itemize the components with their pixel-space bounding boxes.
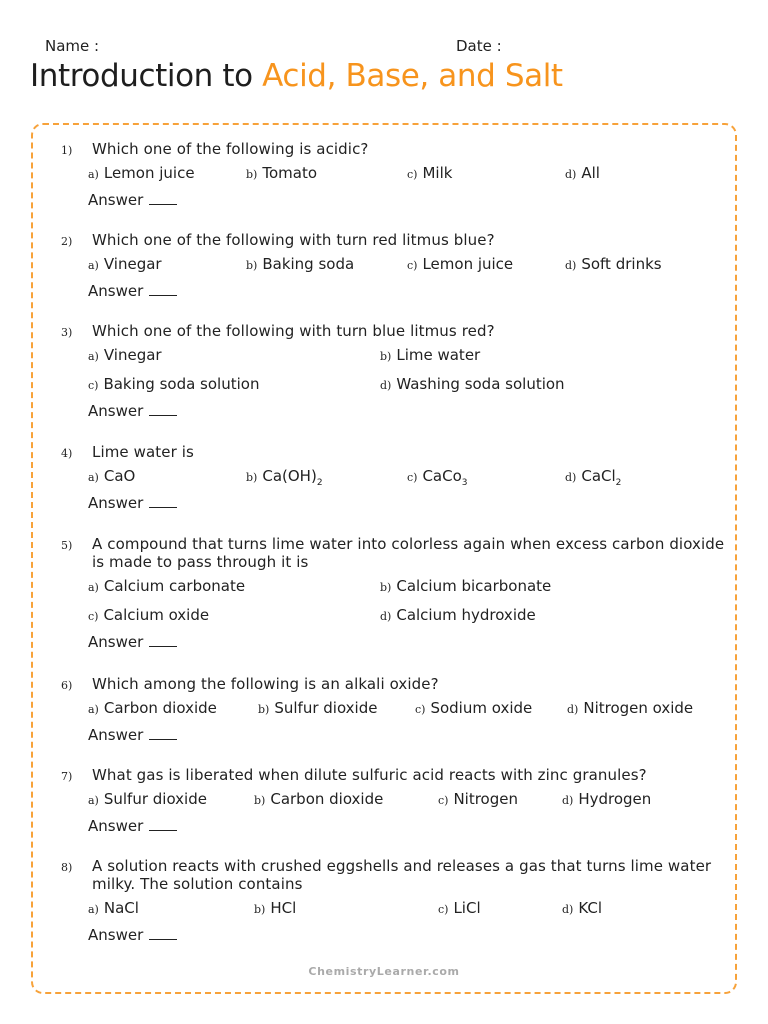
question-number: 4) bbox=[61, 447, 73, 460]
option[interactable] bbox=[415, 699, 532, 720]
question-number: 7) bbox=[61, 770, 73, 783]
option-text: Calcium bicarbonate bbox=[396, 577, 552, 595]
option-text: Baking soda bbox=[262, 255, 355, 273]
option-letter: c) bbox=[88, 610, 99, 623]
answer-label: Answer bbox=[88, 282, 144, 300]
option-letter: d) bbox=[562, 794, 574, 807]
option[interactable] bbox=[438, 790, 518, 811]
question-stem bbox=[57, 322, 737, 340]
name-label: Name : bbox=[45, 37, 100, 55]
option-letter: a) bbox=[88, 259, 99, 272]
answer-line bbox=[57, 191, 737, 209]
option[interactable] bbox=[567, 699, 693, 720]
question-text: Lime water is bbox=[92, 443, 194, 461]
option-text: All bbox=[581, 164, 600, 182]
question-number: 8) bbox=[61, 861, 73, 874]
option-text: Nitrogen bbox=[453, 790, 518, 808]
option-letter: a) bbox=[88, 581, 99, 594]
options-row bbox=[57, 369, 737, 398]
option-letter: b) bbox=[254, 794, 266, 807]
option-letter: b) bbox=[380, 581, 392, 594]
option-text: Calcium carbonate bbox=[103, 577, 246, 595]
answer-line bbox=[57, 726, 737, 744]
option-text: Lemon juice bbox=[103, 164, 195, 182]
footer-credit: ChemistryLearner.com bbox=[308, 965, 460, 978]
option-letter: d) bbox=[565, 168, 577, 181]
option-letter: c) bbox=[407, 471, 418, 484]
question-number: 6) bbox=[61, 679, 73, 692]
answer-label: Answer bbox=[88, 926, 144, 944]
option-letter: a) bbox=[88, 794, 99, 807]
question-number: 2) bbox=[61, 235, 73, 248]
option[interactable] bbox=[380, 375, 565, 396]
option[interactable] bbox=[562, 899, 602, 920]
option[interactable] bbox=[562, 790, 651, 811]
option-text: Washing soda solution bbox=[396, 375, 565, 393]
option-text: Vinegar bbox=[103, 346, 162, 364]
option-text: Sodium oxide bbox=[430, 699, 533, 717]
answer-blank[interactable] bbox=[149, 507, 177, 508]
option-letter: c) bbox=[415, 703, 426, 716]
option-text: KCl bbox=[578, 899, 603, 917]
option[interactable] bbox=[407, 467, 468, 488]
option-subscript: 3 bbox=[461, 478, 468, 488]
option-text: LiCl bbox=[453, 899, 481, 917]
option-letter: d) bbox=[565, 259, 577, 272]
question-stem bbox=[57, 535, 737, 571]
option-text: Baking soda solution bbox=[103, 375, 260, 393]
answer-line bbox=[57, 817, 737, 835]
option-letter: b) bbox=[246, 471, 258, 484]
question-stem bbox=[57, 675, 737, 693]
question-1 bbox=[57, 140, 737, 209]
page-title bbox=[30, 58, 563, 94]
options-row bbox=[57, 600, 737, 629]
option[interactable] bbox=[565, 467, 621, 488]
answer-line bbox=[57, 402, 737, 420]
question-text: Which among the following is an alkali oxide? bbox=[92, 675, 439, 693]
answer-line bbox=[57, 926, 737, 944]
option[interactable] bbox=[565, 255, 662, 276]
options-row bbox=[57, 571, 737, 600]
option-text: Nitrogen oxide bbox=[583, 699, 694, 717]
question-text: A solution reacts with crushed eggshells and releases a gas that turns lime water milky. The solution contains bbox=[92, 857, 712, 893]
question-text: What gas is liberated when dilute sulfuric acid reacts with zinc granules? bbox=[92, 766, 647, 784]
option-text: Sulfur dioxide bbox=[103, 790, 207, 808]
option-text: Carbon dioxide bbox=[270, 790, 384, 808]
answer-blank[interactable] bbox=[149, 415, 177, 416]
option-text: Lemon juice bbox=[422, 255, 514, 273]
option[interactable] bbox=[380, 606, 536, 627]
option[interactable] bbox=[88, 346, 162, 367]
option-letter: a) bbox=[88, 471, 99, 484]
option[interactable] bbox=[88, 467, 135, 488]
question-number: 5) bbox=[61, 539, 73, 552]
option-text: Hydrogen bbox=[578, 790, 652, 808]
option-letter: c) bbox=[407, 259, 418, 272]
question-3 bbox=[57, 322, 737, 420]
question-text: Which one of the following with turn red litmus blue? bbox=[92, 231, 495, 249]
answer-label: Answer bbox=[88, 726, 144, 744]
options-row bbox=[57, 461, 737, 490]
question-4 bbox=[57, 443, 737, 512]
option-letter: d) bbox=[562, 903, 574, 916]
answer-blank[interactable] bbox=[149, 646, 177, 647]
question-7 bbox=[57, 766, 737, 835]
title-part-2: Acid, Base, and Salt bbox=[262, 58, 563, 94]
options-row bbox=[57, 784, 737, 813]
option-text: HCl bbox=[270, 899, 297, 917]
option-letter: c) bbox=[438, 903, 449, 916]
option[interactable] bbox=[407, 164, 452, 185]
question-text: Which one of the following with turn blue litmus red? bbox=[92, 322, 495, 340]
answer-blank[interactable] bbox=[149, 204, 177, 205]
option-subscript: 2 bbox=[316, 478, 323, 488]
option-letter: b) bbox=[246, 259, 258, 272]
option[interactable] bbox=[438, 899, 481, 920]
answer-line bbox=[57, 494, 737, 512]
answer-line bbox=[57, 633, 737, 651]
option-letter: d) bbox=[380, 379, 392, 392]
option[interactable] bbox=[246, 467, 323, 488]
question-stem bbox=[57, 766, 737, 784]
option[interactable] bbox=[88, 790, 207, 811]
question-number: 3) bbox=[61, 326, 73, 339]
option-text: Ca(OH) bbox=[262, 467, 317, 485]
answer-label: Answer bbox=[88, 191, 144, 209]
question-stem bbox=[57, 231, 737, 249]
option[interactable] bbox=[565, 164, 600, 185]
answer-label: Answer bbox=[88, 402, 144, 420]
option-text: Tomato bbox=[262, 164, 317, 182]
option-letter: b) bbox=[258, 703, 270, 716]
option[interactable] bbox=[246, 164, 317, 185]
question-stem bbox=[57, 857, 737, 893]
option-letter: a) bbox=[88, 903, 99, 916]
option[interactable] bbox=[246, 255, 354, 276]
question-number: 1) bbox=[61, 144, 73, 157]
options-row bbox=[57, 158, 737, 187]
option-text: Carbon dioxide bbox=[103, 699, 217, 717]
option[interactable] bbox=[88, 164, 195, 185]
option-letter: d) bbox=[567, 703, 579, 716]
title-part-1: Introduction to bbox=[30, 58, 253, 94]
answer-label: Answer bbox=[88, 633, 144, 651]
answer-label: Answer bbox=[88, 817, 144, 835]
options-row bbox=[57, 249, 737, 278]
options-row bbox=[57, 693, 737, 722]
option[interactable] bbox=[88, 699, 217, 720]
answer-line bbox=[57, 282, 737, 300]
option-letter: d) bbox=[380, 610, 392, 623]
option-letter: c) bbox=[407, 168, 418, 181]
option[interactable] bbox=[88, 899, 139, 920]
option-text: Milk bbox=[422, 164, 453, 182]
question-text: A compound that turns lime water into colorless again when excess carbon dioxide is made to pass through it is bbox=[92, 535, 725, 571]
option[interactable] bbox=[88, 255, 162, 276]
option[interactable] bbox=[88, 577, 245, 598]
answer-label: Answer bbox=[88, 494, 144, 512]
option[interactable] bbox=[407, 255, 513, 276]
question-5 bbox=[57, 535, 737, 651]
option-letter: b) bbox=[246, 168, 258, 181]
answer-blank[interactable] bbox=[149, 830, 177, 831]
options-row bbox=[57, 340, 737, 369]
option[interactable] bbox=[254, 790, 383, 811]
date-label: Date : bbox=[456, 37, 502, 55]
option-letter: c) bbox=[88, 379, 99, 392]
option-letter: d) bbox=[565, 471, 577, 484]
option[interactable] bbox=[254, 899, 296, 920]
question-2 bbox=[57, 231, 737, 300]
option[interactable] bbox=[88, 606, 209, 627]
option[interactable] bbox=[258, 699, 377, 720]
option[interactable] bbox=[88, 375, 259, 396]
question-8 bbox=[57, 857, 737, 944]
answer-blank[interactable] bbox=[149, 295, 177, 296]
option-letter: b) bbox=[254, 903, 266, 916]
option[interactable] bbox=[380, 346, 480, 367]
option-text: CaCo bbox=[422, 467, 462, 485]
option-text: Soft drinks bbox=[581, 255, 662, 273]
option-text: CaCl bbox=[581, 467, 616, 485]
option-text: Lime water bbox=[396, 346, 481, 364]
question-text: Which one of the following is acidic? bbox=[92, 140, 369, 158]
option-letter: b) bbox=[380, 350, 392, 363]
option-text: CaO bbox=[103, 467, 136, 485]
option-text: Calcium hydroxide bbox=[396, 606, 536, 624]
question-stem bbox=[57, 443, 737, 461]
question-stem bbox=[57, 140, 737, 158]
option-letter: a) bbox=[88, 703, 99, 716]
answer-blank[interactable] bbox=[149, 739, 177, 740]
option[interactable] bbox=[380, 577, 551, 598]
option-letter: a) bbox=[88, 350, 99, 363]
option-letter: c) bbox=[438, 794, 449, 807]
option-subscript: 2 bbox=[615, 478, 622, 488]
option-text: Calcium oxide bbox=[103, 606, 210, 624]
options-row bbox=[57, 893, 737, 922]
answer-blank[interactable] bbox=[149, 939, 177, 940]
option-text: NaCl bbox=[103, 899, 139, 917]
option-letter: a) bbox=[88, 168, 99, 181]
option-text: Sulfur dioxide bbox=[274, 699, 378, 717]
question-6 bbox=[57, 675, 737, 744]
option-text: Vinegar bbox=[103, 255, 162, 273]
